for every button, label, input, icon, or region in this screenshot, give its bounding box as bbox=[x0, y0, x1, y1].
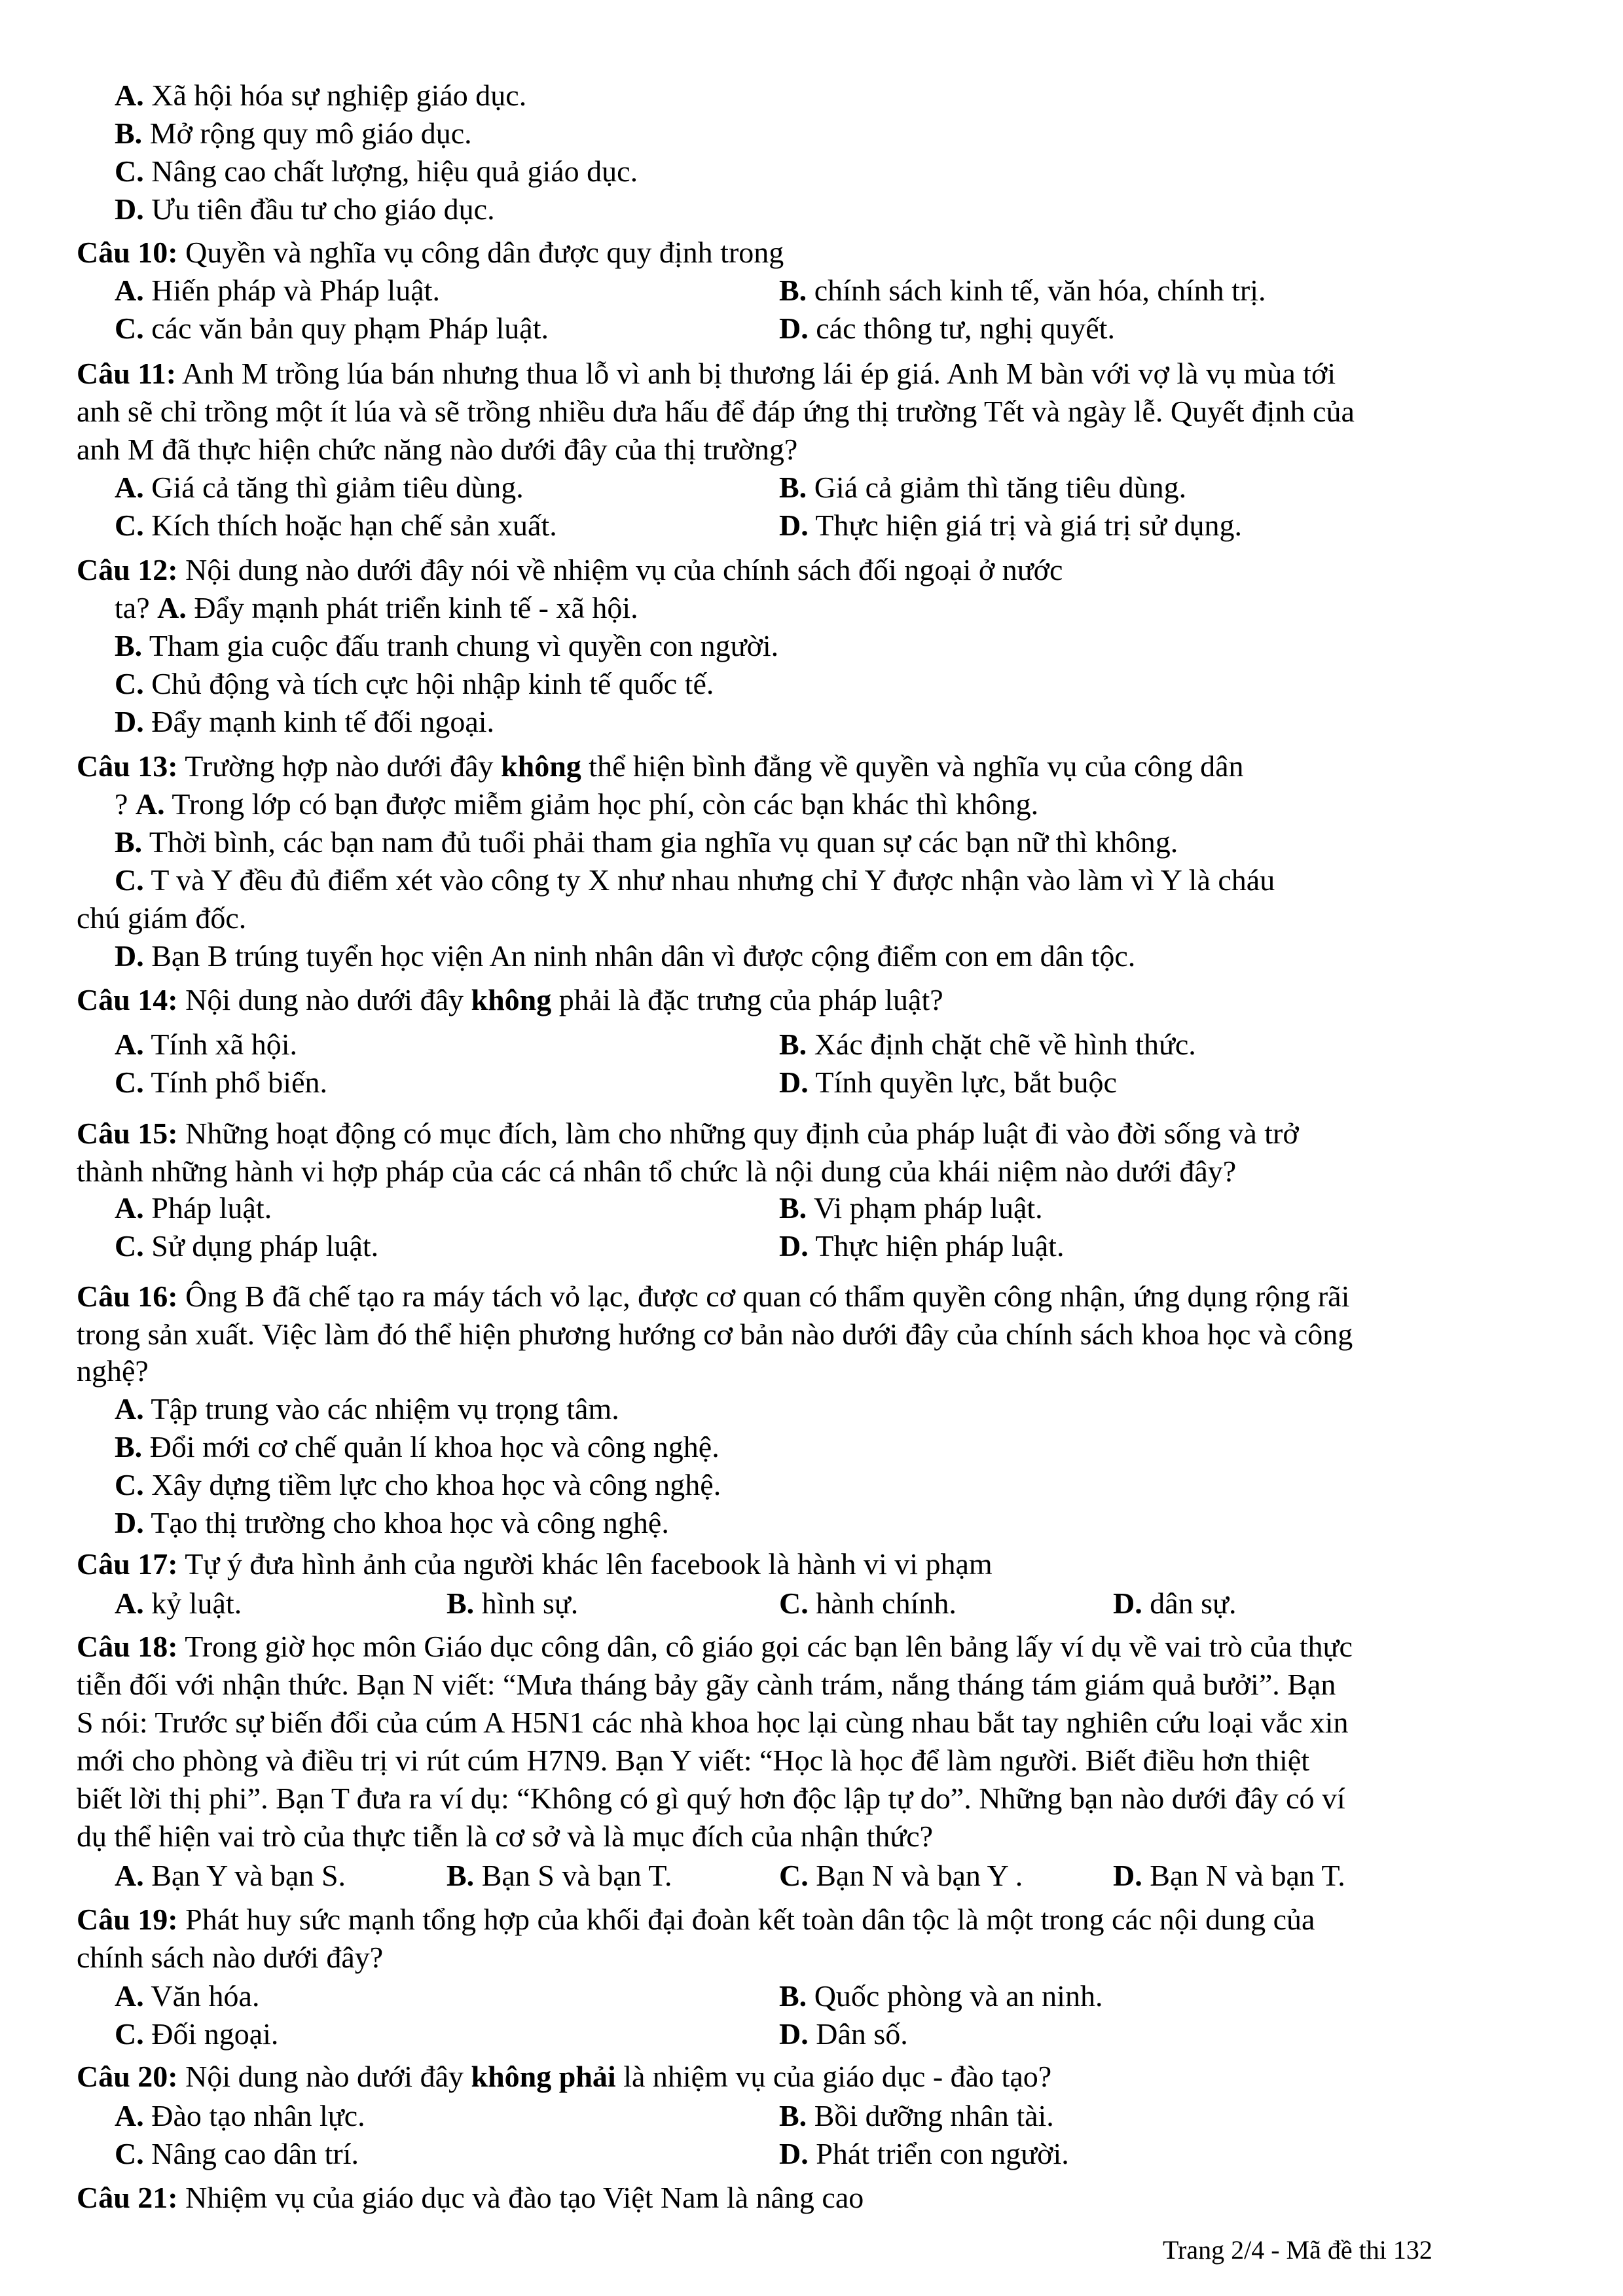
q10-option-c: C. các văn bản quy phạm Pháp luật. bbox=[115, 312, 549, 345]
q10-stem: Câu 10: Quyền và nghĩa vụ công dân được quy định trong bbox=[77, 236, 784, 269]
q12-option-b: B. Tham gia cuộc đấu tranh chung vì quyền con người. bbox=[115, 629, 779, 662]
q13-option-a: Trong lớp có bạn được miễm giảm học phí, còn các bạn khác thì không. bbox=[164, 787, 1039, 821]
q16-stem-line2: trong sản xuất. Việc làm đó thể hiện phương hướng cơ bản nào dưới đây của chính sách khoa học và công bbox=[77, 1318, 1353, 1351]
q16-stem-line3: nghệ? bbox=[77, 1354, 149, 1388]
q13-option-c-line2: chú giám đốc. bbox=[77, 901, 247, 935]
q20-stem: Câu 20: Nội dung nào dưới đây không phải là nhiệm vụ của giáo dục - đào tạo? bbox=[77, 2060, 1052, 2093]
q14-option-c: C. Tính phổ biến. bbox=[115, 1066, 327, 1099]
q19-option-a: A. Văn hóa. bbox=[115, 1979, 260, 2013]
q18-option-b: B. Bạn S và bạn T. bbox=[447, 1859, 672, 1892]
q10-option-b: B. chính sách kinh tế, văn hóa, chính trị. bbox=[779, 274, 1266, 307]
q11-option-b: B. Giá cả giảm thì tăng tiêu dùng. bbox=[779, 471, 1187, 504]
q15-option-b: B. Vi phạm pháp luật. bbox=[779, 1191, 1043, 1225]
q19-stem-line2: chính sách nào dưới đây? bbox=[77, 1941, 384, 1974]
q11-stem: Câu 11: Anh M trồng lúa bán nhưng thua lỗ vì anh bị thương lái ép giá. Anh M bàn với vợ là vụ mùa tới bbox=[77, 357, 1336, 390]
q11-option-a: A. Giá cả tăng thì giảm tiêu dùng. bbox=[115, 471, 524, 504]
q13-stem: Câu 13: Trường hợp nào dưới đây không thể hiện bình đẳng về quyền và nghĩa vụ của công dân bbox=[77, 749, 1244, 783]
q18-stem-line2: tiễn đối với nhận thức. Bạn N viết: “Mưa tháng bảy gãy cành trám, nắng tháng tám giám quả bưởi”. Bạn bbox=[77, 1668, 1336, 1701]
q11-stem-line3: anh M đã thực hiện chức năng nào dưới đây của thị trường? bbox=[77, 433, 798, 466]
q14-option-b: B. Xác định chặt chẽ về hình thức. bbox=[779, 1028, 1196, 1061]
q11-option-d: D. Thực hiện giá trị và giá trị sử dụng. bbox=[779, 509, 1242, 542]
q18-stem-line6: dụ thể hiện vai trò của thực tiễn là cơ sở và là mục đích của nhận thức? bbox=[77, 1820, 934, 1853]
q18-option-a: A. Bạn Y và bạn S. bbox=[115, 1859, 346, 1892]
q18-stem: Câu 18: Trong giờ học môn Giáo dục công dân, cô giáo gọi các bạn lên bảng lấy ví dụ về vai trò của thực bbox=[77, 1630, 1353, 1663]
q18-stem-line3: S nói: Trước sự biến đổi của cúm A H5N1 các nhà khoa học lại cùng nhau bắt tay nghiên cứu loại vắc xin bbox=[77, 1706, 1349, 1739]
q14-option-a: A. Tính xã hội. bbox=[115, 1028, 297, 1061]
q9-option-d: D. Ưu tiên đầu tư cho giáo dục. bbox=[115, 192, 495, 226]
q19-option-b: B. Quốc phòng và an ninh. bbox=[779, 1979, 1103, 2013]
q15-option-a: A. Pháp luật. bbox=[115, 1191, 272, 1225]
q16-option-b: B. Đổi mới cơ chế quản lí khoa học và công nghệ. bbox=[115, 1430, 720, 1463]
q20-option-a: A. Đào tạo nhân lực. bbox=[115, 2099, 365, 2132]
q18-option-d: D. Bạn N và bạn T. bbox=[1113, 1859, 1345, 1892]
q17-option-c: C. hành chính. bbox=[779, 1587, 957, 1620]
page-footer: Trang 2/4 - Mã đề thi 132 bbox=[1163, 2235, 1432, 2265]
q13-option-c: C. T và Y đều đủ điểm xét vào công ty X như nhau nhưng chỉ Y được nhận vào làm vì Y là cháu bbox=[115, 863, 1275, 897]
q13-option-d: D. Bạn B trúng tuyển học viện An ninh nhân dân vì được cộng điểm con em dân tộc. bbox=[115, 939, 1136, 973]
q12-stem: Câu 12: Nội dung nào dưới đây nói về nhiệm vụ của chính sách đối ngoại ở nước bbox=[77, 553, 1063, 586]
q11-stem-line2: anh sẽ chỉ trồng một ít lúa và sẽ trồng nhiều dưa hấu để đáp ứng thị trường Tết và ngày lễ. Quyết định của bbox=[77, 395, 1355, 428]
q16-option-d: D. Tạo thị trường cho khoa học và công nghệ. bbox=[115, 1506, 669, 1539]
q20-option-d: D. Phát triển con người. bbox=[779, 2137, 1069, 2170]
q14-option-d: D. Tính quyền lực, bắt buộc bbox=[779, 1066, 1117, 1099]
q18-stem-line5: biết lời thị phi”. Bạn T đưa ra ví dụ: “Không có gì quý hơn độc lập tự do”. Những bạn nào dưới đây có ví bbox=[77, 1782, 1345, 1815]
q20-option-b: B. Bồi dưỡng nhân tài. bbox=[779, 2099, 1054, 2132]
q11-option-c: C. Kích thích hoặc hạn chế sản xuất. bbox=[115, 509, 557, 542]
q21-stem: Câu 21: Nhiệm vụ của giáo dục và đào tạo Việt Nam là nâng cao bbox=[77, 2181, 864, 2214]
q12-stem-line2: ta? A. Đẩy mạnh phát triển kinh tế - xã hội. bbox=[115, 591, 638, 624]
q15-option-d: D. Thực hiện pháp luật. bbox=[779, 1229, 1065, 1263]
q17-option-d: D. dân sự. bbox=[1113, 1587, 1237, 1620]
q12-option-c: C. Chủ động và tích cực hội nhập kinh tế quốc tế. bbox=[115, 667, 714, 700]
q18-stem-line4: mới cho phòng và điều trị vi rút cúm H7N9. Bạn Y viết: “Học là học để làm người. Biết điều hơn thiệt bbox=[77, 1744, 1310, 1777]
q15-stem: Câu 15: Những hoạt động có mục đích, làm cho những quy định của pháp luật đi vào đời sống và trở bbox=[77, 1117, 1299, 1150]
q9-option-a: A. Xã hội hóa sự nghiệp giáo dục. bbox=[115, 79, 527, 112]
q17-option-a: A. kỷ luật. bbox=[115, 1587, 242, 1620]
q16-option-a: A. Tập trung vào các nhiệm vụ trọng tâm. bbox=[115, 1392, 619, 1426]
q9-option-c: C. Nâng cao chất lượng, hiệu quả giáo dục. bbox=[115, 154, 638, 188]
q18-option-c: C. Bạn N và bạn Y . bbox=[779, 1859, 1023, 1892]
q10-option-a: A. Hiến pháp và Pháp luật. bbox=[115, 274, 440, 307]
q19-stem: Câu 19: Phát huy sức mạnh tổng hợp của khối đại đoàn kết toàn dân tộc là một trong các nội dung của bbox=[77, 1903, 1315, 1936]
q20-option-c: C. Nâng cao dân trí. bbox=[115, 2137, 359, 2170]
q15-option-c: C. Sử dụng pháp luật. bbox=[115, 1229, 379, 1263]
q12-option-d: D. Đẩy mạnh kinh tế đối ngoại. bbox=[115, 705, 495, 738]
q16-stem: Câu 16: Ông B đã chế tạo ra máy tách vỏ lạc, được cơ quan có thẩm quyền công nhận, ứng dụng rộng rãi bbox=[77, 1280, 1350, 1313]
q13-stem-line2: ? A. Trong lớp có bạn được miễm giảm học phí, còn các bạn khác thì không. bbox=[115, 787, 1039, 821]
q12-option-a: Đẩy mạnh phát triển kinh tế - xã hội. bbox=[186, 591, 638, 624]
q17-option-b: B. hình sự. bbox=[447, 1587, 579, 1620]
q17-stem: Câu 17: Tự ý đưa hình ảnh của người khác lên facebook là hành vi vi phạm bbox=[77, 1547, 993, 1581]
q9-option-b: B. Mở rộng quy mô giáo dục. bbox=[115, 117, 472, 150]
q19-option-c: C. Đối ngoại. bbox=[115, 2017, 279, 2051]
q19-option-d: D. Dân số. bbox=[779, 2017, 908, 2051]
q13-option-b: B. Thời bình, các bạn nam đủ tuổi phải tham gia nghĩa vụ quan sự các bạn nữ thì không. bbox=[115, 825, 1178, 859]
q16-option-c: C. Xây dựng tiềm lực cho khoa học và công nghệ. bbox=[115, 1468, 721, 1501]
q15-stem-line2: thành những hành vi hợp pháp của các cá nhân tổ chức là nội dung của khái niệm nào dưới đây? bbox=[77, 1155, 1237, 1188]
q14-stem: Câu 14: Nội dung nào dưới đây không phải là đặc trưng của pháp luật? bbox=[77, 983, 943, 1016]
q10-option-d: D. các thông tư, nghị quyết. bbox=[779, 312, 1115, 345]
